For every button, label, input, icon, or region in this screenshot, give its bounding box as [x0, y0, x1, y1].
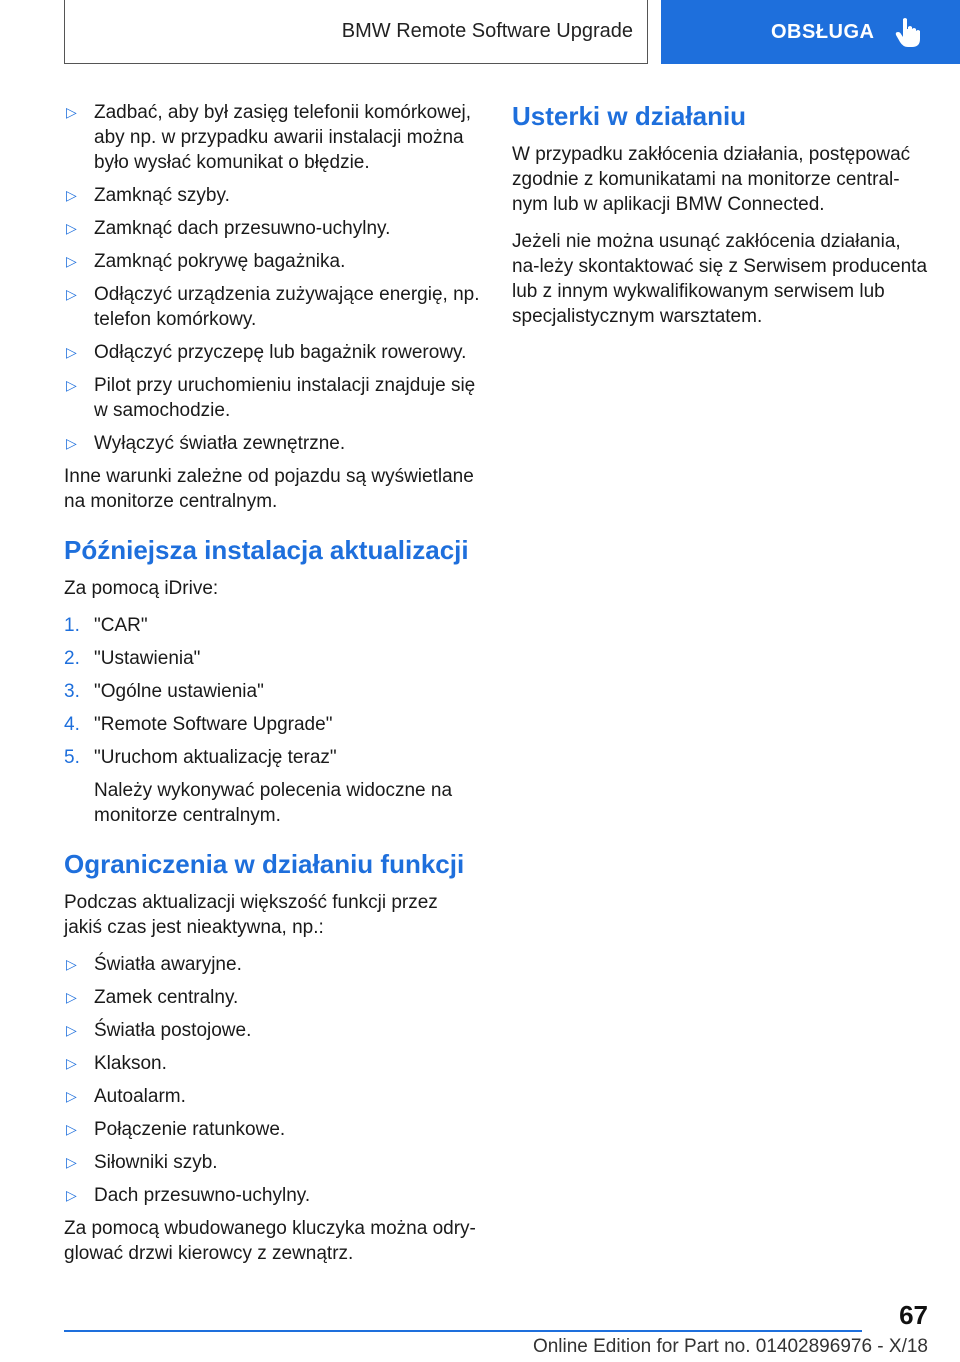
footer-divider: [64, 1330, 862, 1332]
triangle-right-icon: ▷: [66, 1088, 77, 1104]
triangle-right-icon: ▷: [66, 253, 77, 269]
triangle-right-icon: ▷: [66, 989, 77, 1005]
list-item: ▷ Zamknąć dach przesuwno-uchylny.: [66, 218, 391, 239]
triangle-right-icon: ▷: [66, 187, 77, 203]
list-item: ▷ Odłączyć urządzenia zużywające energię, np. telefon komórkowy.: [66, 284, 480, 330]
preconditions-list: [64, 100, 480, 456]
list-item: ▷ Światła postojowe.: [66, 1020, 252, 1041]
step-note: Należy wykonywać polecenia widoczne na monitorze centralnym.: [94, 780, 453, 826]
limits-intro: Podczas aktualizacji większość funkcji przez jakiś czas jest nieaktywna, np.:: [64, 892, 438, 938]
page-number: 67: [899, 1300, 928, 1330]
step-item: 3. "Ogólne ustawienia": [64, 681, 264, 702]
triangle-right-icon: ▷: [66, 1154, 77, 1170]
triangle-right-icon: ▷: [66, 1022, 77, 1038]
running-header: [64, 0, 648, 64]
idrive-steps: [64, 613, 480, 770]
section-heading-faults: Usterki w działaniu: [512, 101, 747, 131]
list-item: ▷ Siłowniki szyb.: [66, 1152, 218, 1173]
step-item: 4. "Remote Software Upgrade": [64, 714, 333, 735]
pointing-hand-icon: [895, 17, 921, 47]
list-item: ▷ Pilot przy uruchomieniu instalacji znajduje się w samochodzie.: [66, 375, 476, 421]
triangle-right-icon: ▷: [66, 286, 77, 302]
list-item: ▷ Zamknąć szyby.: [66, 185, 230, 206]
idrive-intro: Za pomocą iDrive:: [64, 578, 219, 599]
left-column: [64, 100, 480, 1278]
triangle-right-icon: ▷: [66, 435, 77, 451]
section-tab-label: OBSŁUGA: [771, 20, 875, 43]
list-item: ▷ Dach przesuwno-uchylny.: [66, 1185, 311, 1206]
faults-text-1: W przypadku zakłócenia działania, postępować zgodnie z komunikatami na monitorze central-nym lub w aplikacji BMW Connected.: [512, 144, 911, 215]
list-item: ▷ Światła awaryjne.: [66, 954, 242, 975]
list-item: ▷ Zadbać, aby był zasięg telefonii komórkowej, aby np. w przypadku awarii instalacji można było wysłać komunikat o błędzie.: [66, 102, 472, 173]
footer-edition: Online Edition for Part no. 01402896976 - X/18: [532, 1336, 928, 1357]
faults-text-2: Jeżeli nie można usunąć zakłócenia działania, na-leży skontaktować się z Serwisem producenta lub z innym wykwalifikowanym serwisem lub specjalistycznym warsztatem.: [512, 231, 928, 327]
triangle-right-icon: ▷: [66, 220, 77, 236]
step-item: 1. "CAR": [64, 615, 148, 636]
triangle-right-icon: ▷: [66, 956, 77, 972]
section-heading-limits: Ograniczenia w działaniu funkcji: [64, 849, 465, 879]
list-item: ▷ Połączenie ratunkowe.: [66, 1119, 286, 1140]
list-item: ▷ Zamek centralny.: [66, 987, 239, 1008]
key-unlock-text: Za pomocą wbudowanego kluczyka można odry-glować drzwi kierowcy z zewnątrz.: [64, 1218, 476, 1264]
step-item: 5. "Uruchom aktualizację teraz": [64, 747, 337, 768]
list-item: ▷ Wyłączyć światła zewnętrzne.: [66, 433, 346, 454]
section-tab: [661, 0, 960, 64]
limits-list: [64, 952, 480, 1208]
list-item: ▷ Zamknąć pokrywę bagażnika.: [66, 251, 346, 272]
triangle-right-icon: ▷: [66, 377, 77, 393]
list-item: ▷ Odłączyć przyczepę lub bagażnik rowerowy.: [66, 342, 467, 363]
step-item: 2. "Ustawienia": [64, 648, 201, 669]
right-column: [512, 100, 928, 341]
triangle-right-icon: ▷: [66, 1187, 77, 1203]
triangle-right-icon: ▷: [66, 1055, 77, 1071]
triangle-right-icon: ▷: [66, 1121, 77, 1137]
header-title: BMW Remote Software Upgrade: [341, 20, 633, 42]
triangle-right-icon: ▷: [66, 104, 77, 120]
list-item: ▷ Autoalarm.: [66, 1086, 186, 1107]
list-item: ▷ Klakson.: [66, 1053, 167, 1074]
other-conditions-text: Inne warunki zależne od pojazdu są wyświetlane na monitorze centralnym.: [64, 466, 474, 512]
section-heading-later-install: Późniejsza instalacja aktualizacji: [64, 535, 469, 565]
triangle-right-icon: ▷: [66, 344, 77, 360]
